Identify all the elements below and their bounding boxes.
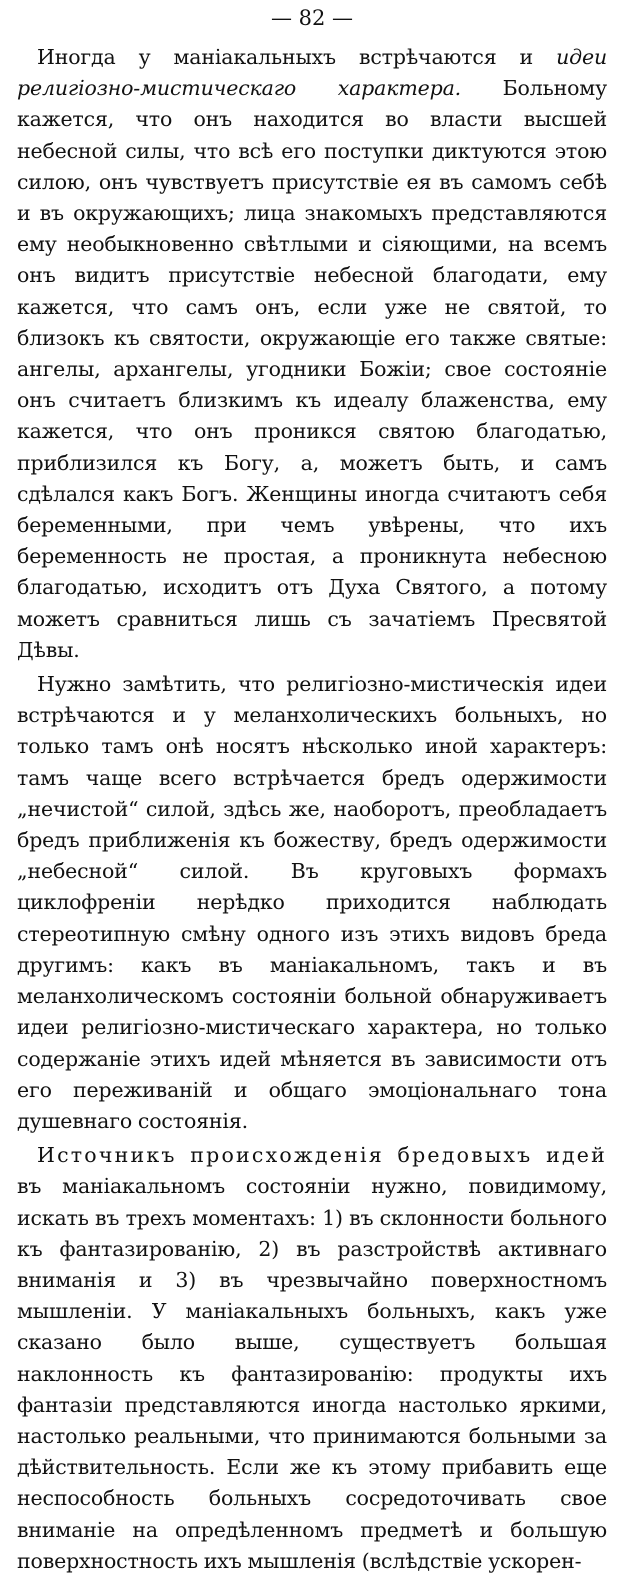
paragraph-body-text: въ маніакальномъ состояніи нужно, повидимому, искать въ трехъ моментахъ: 1) въ склонности больного къ фантазированію, 2) въ разстройствѣ активнаго вниманія и 3) въ чрезвычайно поверхностномъ мышленіи. У маніакальныхъ больныхъ, какъ уже сказано было выше, существуетъ большая наклонность къ фантазированію: продукты ихъ фантазіи представляются иногда настолько яркими, настолько реальными, что принимаются больными за дѣйствительность. Если же къ этому прибавить еще неспособность больныхъ сосредоточивать свое вниманіе на опредѣленномъ предметѣ и большую поверхностность ихъ мышленія (вслѣдствіе ускорен- <box>17 1174 607 1573</box>
emphasized-term: идеи религіозно-мистическаго характера. <box>17 45 607 101</box>
paragraph-delusion-sources <box>17 1140 607 1577</box>
spaced-heading-text: Источникъ происхожденія бредовыхъ идей <box>37 1143 607 1168</box>
page-number: — 82 — <box>270 6 354 30</box>
paragraph-lead-text: Иногда у маніакальныхъ встрѣчаются и <box>37 45 557 69</box>
paragraph-body-text: Нужно замѣтить, что религіозно-мистическія идеи встрѣчаются и у меланхолическихъ больныхъ, но только тамъ онѣ носятъ нѣсколько иной характеръ: тамъ чаще всего встрѣчается бредъ одержимости „нечистой“ силой, здѣсь же, наоборотъ, преобладаетъ бредъ приближенія къ божеству, бредъ одержимости „небесной“ силой. Въ круговыхъ формахъ циклофреніи нерѣдко приходится наблюдать стереотипную смѣну одного изъ этихъ видовъ бреда другимъ: какъ въ маніакальномъ, такъ и въ меланхолическомъ состояніи больной обнаруживаетъ идеи религіозно-мистическаго характера, но только содержаніе этихъ идей мѣняется въ зависимости отъ его переживаній и общаго эмоціональнаго тона душевнаго состоянія. <box>17 672 607 1133</box>
paragraph-melancholic-patients <box>17 669 607 1137</box>
paragraph-body-text: Больному кажется, что онъ находится во власти высшей небесной силы, что всѣ его поступки диктуются этою силою, онъ чувствуетъ присутствіе ея въ самомъ себѣ и въ окружающихъ; лица знакомыхъ представляются ему необыкновенно свѣтлыми и сіяющими, на всемъ онъ видитъ присутствіе небесной благодати, ему кажется, что самъ онъ, если уже не святой, то близокъ къ святости, окружающіе его также святые: ангелы, архангелы, угодники Божіи; свое состояніе онъ считаетъ близкимъ къ идеалу блаженства, ему кажется, что онъ проникся святою благодатью, приблизился къ Богу, а, можетъ быть, и самъ сдѣлался какъ Богъ. Женщины иногда считаютъ себя беременными, при чемъ увѣрены, что ихъ беременность не простая, а проникнута небесною благодатью, исходитъ отъ Духа Святого, а потому можетъ сравниться лишь съ зачатіемъ Пресвятой Дѣвы. <box>17 76 607 662</box>
paragraph-religious-ideas <box>17 42 607 666</box>
